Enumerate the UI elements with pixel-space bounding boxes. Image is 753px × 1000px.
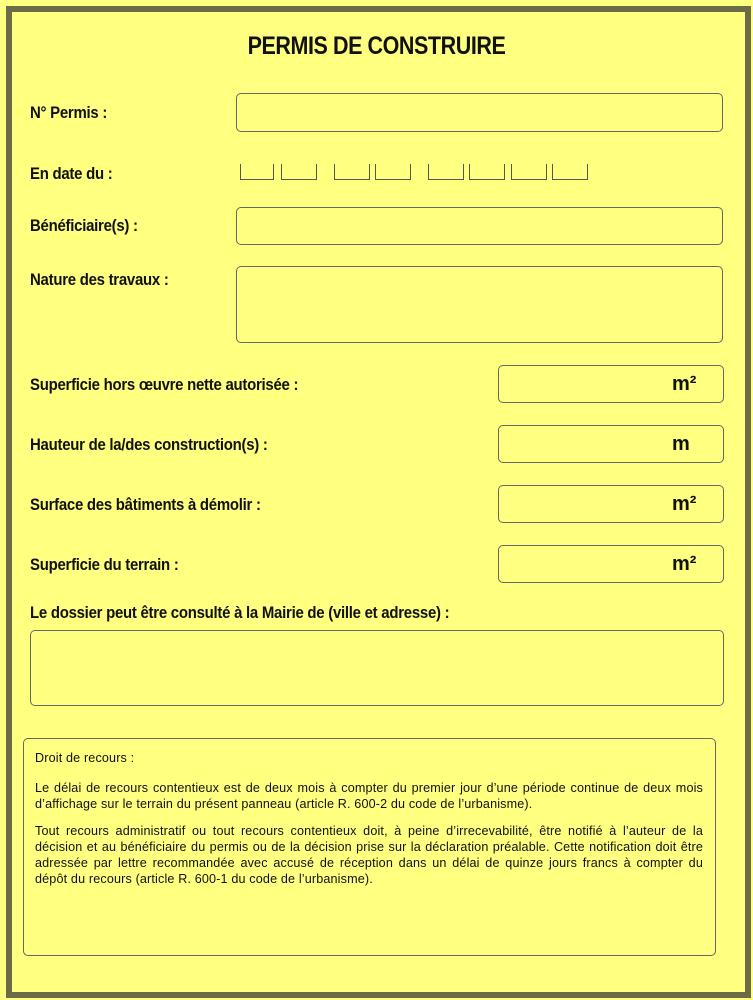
droit-recours-paragraph-1: Le délai de recours contentieux est de deux mois à compter du premier jour d’une période continue de deux mois d’affichage sur le terrain du présent panneau (article R. 600-2 du code de l’urbanisme). bbox=[35, 781, 703, 812]
date-year-digit-1[interactable] bbox=[428, 164, 464, 180]
beneficiaire-field[interactable] bbox=[236, 207, 723, 245]
superficie-unit: m² bbox=[672, 373, 697, 395]
dossier-label: Le dossier peut être consulté à la Mairie de (ville et adresse) : bbox=[30, 603, 450, 622]
date-month-digit-1[interactable] bbox=[334, 164, 370, 180]
surface-demolir-label: Surface des bâtiments à démolir : bbox=[30, 495, 261, 514]
date-day-digit-1[interactable] bbox=[240, 164, 274, 180]
droit-recours-heading: Droit de recours : bbox=[35, 751, 135, 765]
nature-travaux-field[interactable] bbox=[236, 266, 723, 343]
date-year-digit-3[interactable] bbox=[511, 164, 547, 180]
superficie-label: Superficie hors œuvre nette autorisée : bbox=[30, 375, 299, 394]
permis-number-label: N° Permis : bbox=[30, 103, 108, 122]
date-month-digit-2[interactable] bbox=[375, 164, 411, 180]
droit-recours-box bbox=[23, 738, 716, 956]
date-day-digit-2[interactable] bbox=[281, 164, 317, 180]
beneficiaire-label: Bénéficiaire(s) : bbox=[30, 216, 138, 235]
date-label: En date du : bbox=[30, 164, 113, 183]
page-title: PERMIS DE CONSTRUIRE bbox=[247, 32, 506, 60]
superficie-terrain-unit: m² bbox=[672, 553, 697, 575]
surface-demolir-unit: m² bbox=[672, 493, 697, 515]
nature-travaux-label: Nature des travaux : bbox=[30, 270, 169, 289]
permis-number-field[interactable] bbox=[236, 93, 723, 132]
hauteur-label: Hauteur de la/des construction(s) : bbox=[30, 435, 268, 454]
date-year-digit-2[interactable] bbox=[469, 164, 505, 180]
droit-recours-paragraph-2: Tout recours administratif ou tout recours contentieux doit, à peine d’irrecevabilité, être notifié à l’auteur de la décision et au bénéficiaire du permis ou de la décision prise sur la déclaration préalable. Cette notification doit être adressée par lettre recommandée avec accusé de réception dans un délai de quinze jours francs à compter du dépôt du recours (article R. 600-1 du code de l’urbanisme). bbox=[35, 823, 703, 887]
superficie-terrain-label: Superficie du terrain : bbox=[30, 555, 179, 574]
hauteur-field[interactable] bbox=[498, 425, 724, 463]
date-year-digit-4[interactable] bbox=[552, 164, 588, 180]
dossier-field[interactable] bbox=[30, 630, 724, 706]
hauteur-unit: m bbox=[672, 433, 690, 455]
